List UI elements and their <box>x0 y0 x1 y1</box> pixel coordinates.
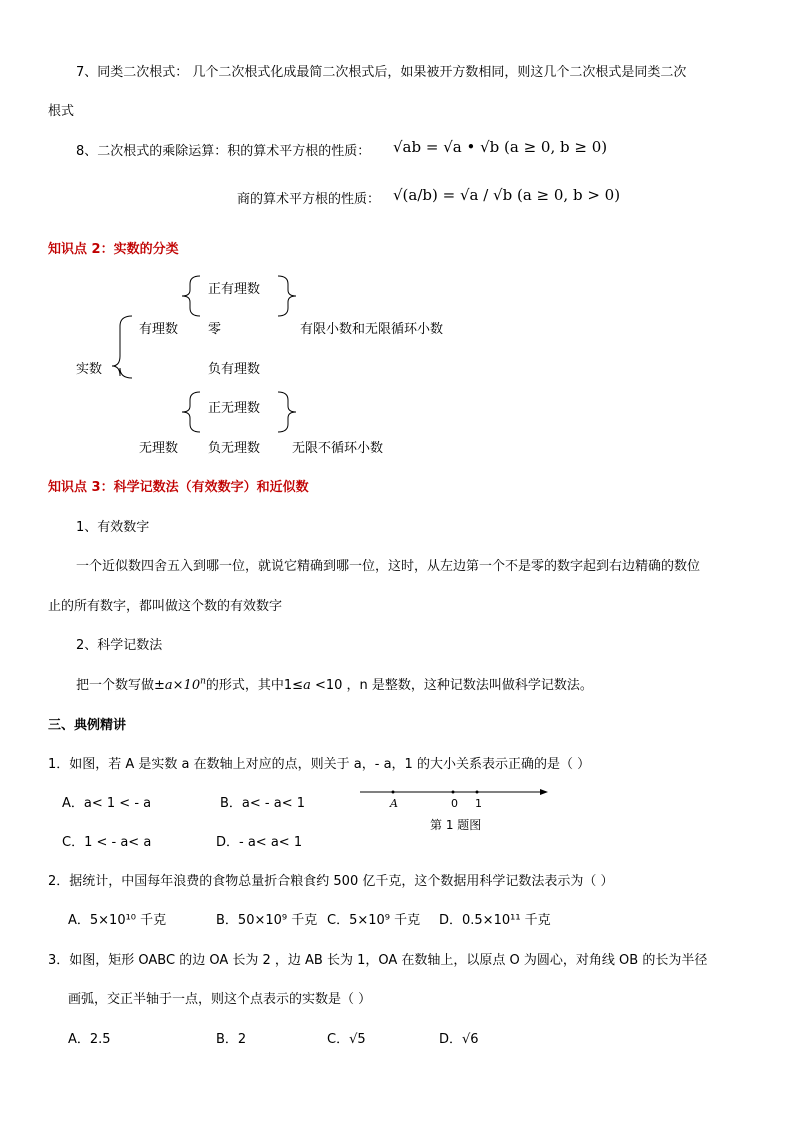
q1-option-b: B．a< - a< 1 <box>220 796 305 811</box>
rational-desc: 有限小数和无限循环小数 <box>300 322 444 337</box>
quotient-rule-formula: √(a/b) = √a / √b (a ≥ 0, b > 0) <box>393 186 621 204</box>
kp3-para2-a: 把一个数写做± <box>76 678 165 693</box>
product-rule-formula: √ab = √a • √b (a ≥ 0, b ≥ 0) <box>393 138 608 156</box>
neg-rational: 负有理数 <box>208 362 261 377</box>
q2-option-d: D．0.5×10¹¹ 千克 <box>439 913 551 928</box>
item8-prefix: 8、二次根式的乘除运算：积的算术平方根的性质： <box>76 144 371 159</box>
point-a <box>392 791 395 794</box>
fig-label-0: 0 <box>451 797 458 810</box>
number-line-arrow <box>540 789 548 795</box>
kp3-sub1: 1、有效数字 <box>76 520 150 535</box>
q2-option-a: A．5×10¹⁰ 千克 <box>68 913 167 928</box>
rational: 有理数 <box>139 322 179 337</box>
kp3-title: 知识点 3：科学记数法（有效数字）和近似数 <box>48 480 309 495</box>
neg-irrational: 负无理数 <box>208 441 261 456</box>
q3-stem-line1: 3．如图，矩形 OABC 的边 OA 长为 2 ，边 AB 长为 1，OA 在数轴上，以原点 O 为圆心，对角线 OB 的长为半径 <box>48 953 708 968</box>
q2-option-b: B．50×10⁹ 千克 <box>216 913 318 928</box>
real-number: 实数 <box>76 362 103 377</box>
q2-option-c: C．5×10⁹ 千克 <box>327 913 421 928</box>
kp3-para1-line1: 一个近似数四舍五入到哪一位，就说它精确到哪一位，这时，从左边第一个不是零的数字起到右边精确的数位 <box>76 559 701 574</box>
q2-stem: 2．据统计，中国每年浪费的食物总量折合粮食约 500 亿千克，这个数据用科学记数法表示为（ ） <box>48 874 614 889</box>
q3-option-b: B．2 <box>216 1032 247 1047</box>
q1-option-c: C．1 < - a< a <box>62 835 152 850</box>
zero: 零 <box>208 322 222 337</box>
q3-option-d: D．√6 <box>439 1032 479 1047</box>
pos-rational: 正有理数 <box>208 282 261 297</box>
point-0 <box>452 791 455 794</box>
point-1 <box>476 791 479 794</box>
kp3-para2-e: <10 ，n 是整数，这种记数法叫做科学记数法。 <box>310 678 593 693</box>
pos-irrational: 正无理数 <box>208 401 261 416</box>
kp3-para2-c: 的形式，其中1≤ <box>205 678 304 693</box>
fig-label-1: 1 <box>475 797 482 810</box>
kp3-para1-line2: 止的所有数字，都叫做这个数的有效数字 <box>48 599 283 614</box>
q1-option-a: A．a< 1 < - a <box>62 796 152 811</box>
item7-line2: 根式 <box>48 104 75 119</box>
fig-caption: 第 1 题图 <box>430 818 482 832</box>
q3-option-c: C．√5 <box>327 1032 366 1047</box>
irrational-desc: 无限不循环小数 <box>292 441 384 456</box>
kp3-para2-b: a×10 <box>164 678 201 693</box>
quotient-prefix: 商的算术平方根的性质： <box>237 192 381 207</box>
q1-option-d: D．- a< a< 1 <box>216 835 303 850</box>
kp3-para2 <box>76 674 593 693</box>
fig-label-a: A <box>390 797 398 810</box>
kp3-para2-sup: n <box>200 676 206 687</box>
q3-option-a: A．2.5 <box>68 1032 111 1047</box>
kp3-para2-d: a <box>303 678 311 693</box>
q3-stem-line2: 画弧，交正半轴于一点，则这个点表示的实数是（ ） <box>68 992 372 1007</box>
irrational: 无理数 <box>139 441 179 456</box>
kp2-title: 知识点 2：实数的分类 <box>48 242 179 257</box>
kp3-sub2: 2、科学记数法 <box>76 638 163 653</box>
q1-stem: 1．如图，若 A 是实数 a 在数轴上对应的点，则关于 a，- a，1 的大小关系表示正确的是（ ） <box>48 757 591 772</box>
section3-title: 三、典例精讲 <box>48 718 127 733</box>
classification-braces <box>0 0 794 470</box>
item7-line1: 7、同类二次根式： 几个二次根式化成最简二次根式后，如果被开方数相同，则这几个二次根式是同类二次 <box>76 65 687 80</box>
